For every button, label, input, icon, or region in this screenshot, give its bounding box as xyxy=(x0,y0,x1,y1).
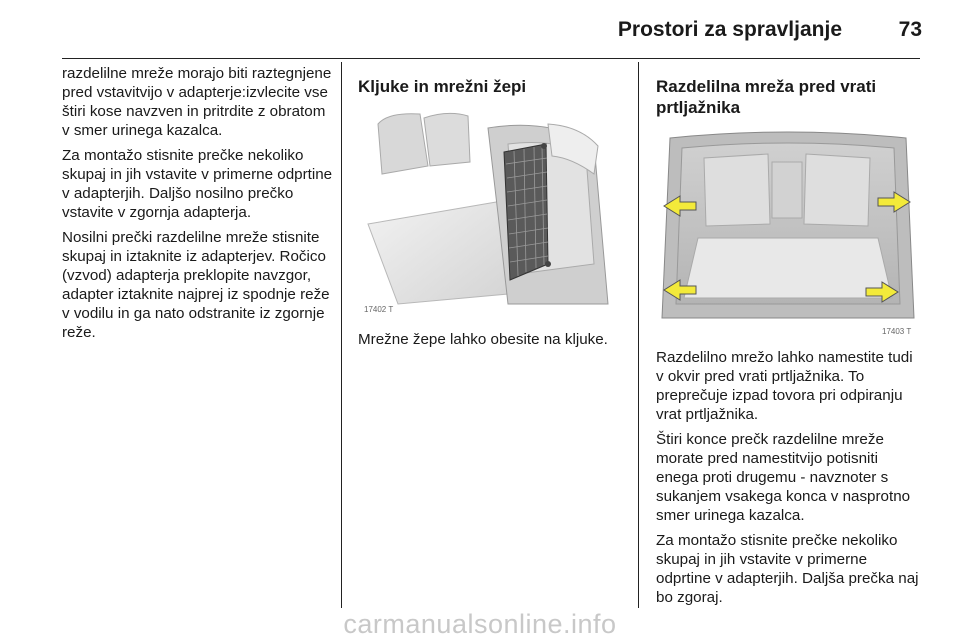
paragraph: Štiri konce prečk razdelilne mreže morate pred namestitvijo potisniti enega proti drugemu - navznoter s sukanjem vsakega konca v nasprotno smer urinega kazalca. xyxy=(656,431,911,524)
paragraph: Nosilni prečki razdelilne mreže stisnite skupaj in iztaknite iz adapterjev. Ročico (vzvod) adapterja preklopite navzgor, adapter iztaknite najprej iz spodnje reže v vodilu in ga nato odstranite iz zgornje reže. xyxy=(62,229,330,341)
paragraph: Za montažo stisnite prečke nekoliko skupaj in jih vstavite v primerne odprtine v adapterjih. Daljša prečka naj bo zgoraj. xyxy=(656,532,919,606)
header-divider xyxy=(62,58,920,59)
cargo-net-pocket-illustration xyxy=(358,104,620,316)
column-3 xyxy=(656,76,924,118)
page-header-title: Prostori za spravljanje xyxy=(617,18,842,41)
column-1-text xyxy=(62,64,334,348)
figure-id-label: 17403 T xyxy=(882,327,912,336)
figure-id-label: 17402 T xyxy=(364,305,394,314)
section-heading-hooks: Kljuke in mrežni žepi xyxy=(358,77,527,96)
paragraph: Za montažo stisnite prečke nekoliko skupaj in jih vstavite v primerne odprtine v adapterjih. Daljšo nosilno prečko vstavite v zgornja adapterja. xyxy=(62,147,333,221)
column-3-text xyxy=(656,348,924,613)
figure-caption-hooks: Mrežne žepe lahko obesite na kljuke. xyxy=(358,331,608,348)
page-number: 73 xyxy=(898,18,922,41)
figure-net-pocket-hooks xyxy=(358,104,620,316)
tailgate-frame-illustration xyxy=(656,128,920,338)
figure-tailgate-divider-net xyxy=(656,128,920,338)
section-heading-divider-net: Razdelilna mreža pred vrati prtljažnika xyxy=(656,77,877,117)
paragraph: Razdelilno mrežo lahko namestite tudi v okvir pred vrati prtljažnika. To preprečuje izpad tovora pri odpiranju vrat prtljažnika. xyxy=(656,349,913,423)
column-divider-right xyxy=(638,62,639,608)
column-divider-left xyxy=(341,62,342,608)
column-2 xyxy=(358,76,620,97)
paragraph: razdelilne mreže morajo biti raztegnjene pred vstavitvijo v adapterje:izvlecite vse štiri kose navzven in pritrdite z obratom v smer urinega kazalca. xyxy=(62,65,332,139)
site-watermark: carmanualsonline.info xyxy=(343,609,617,639)
